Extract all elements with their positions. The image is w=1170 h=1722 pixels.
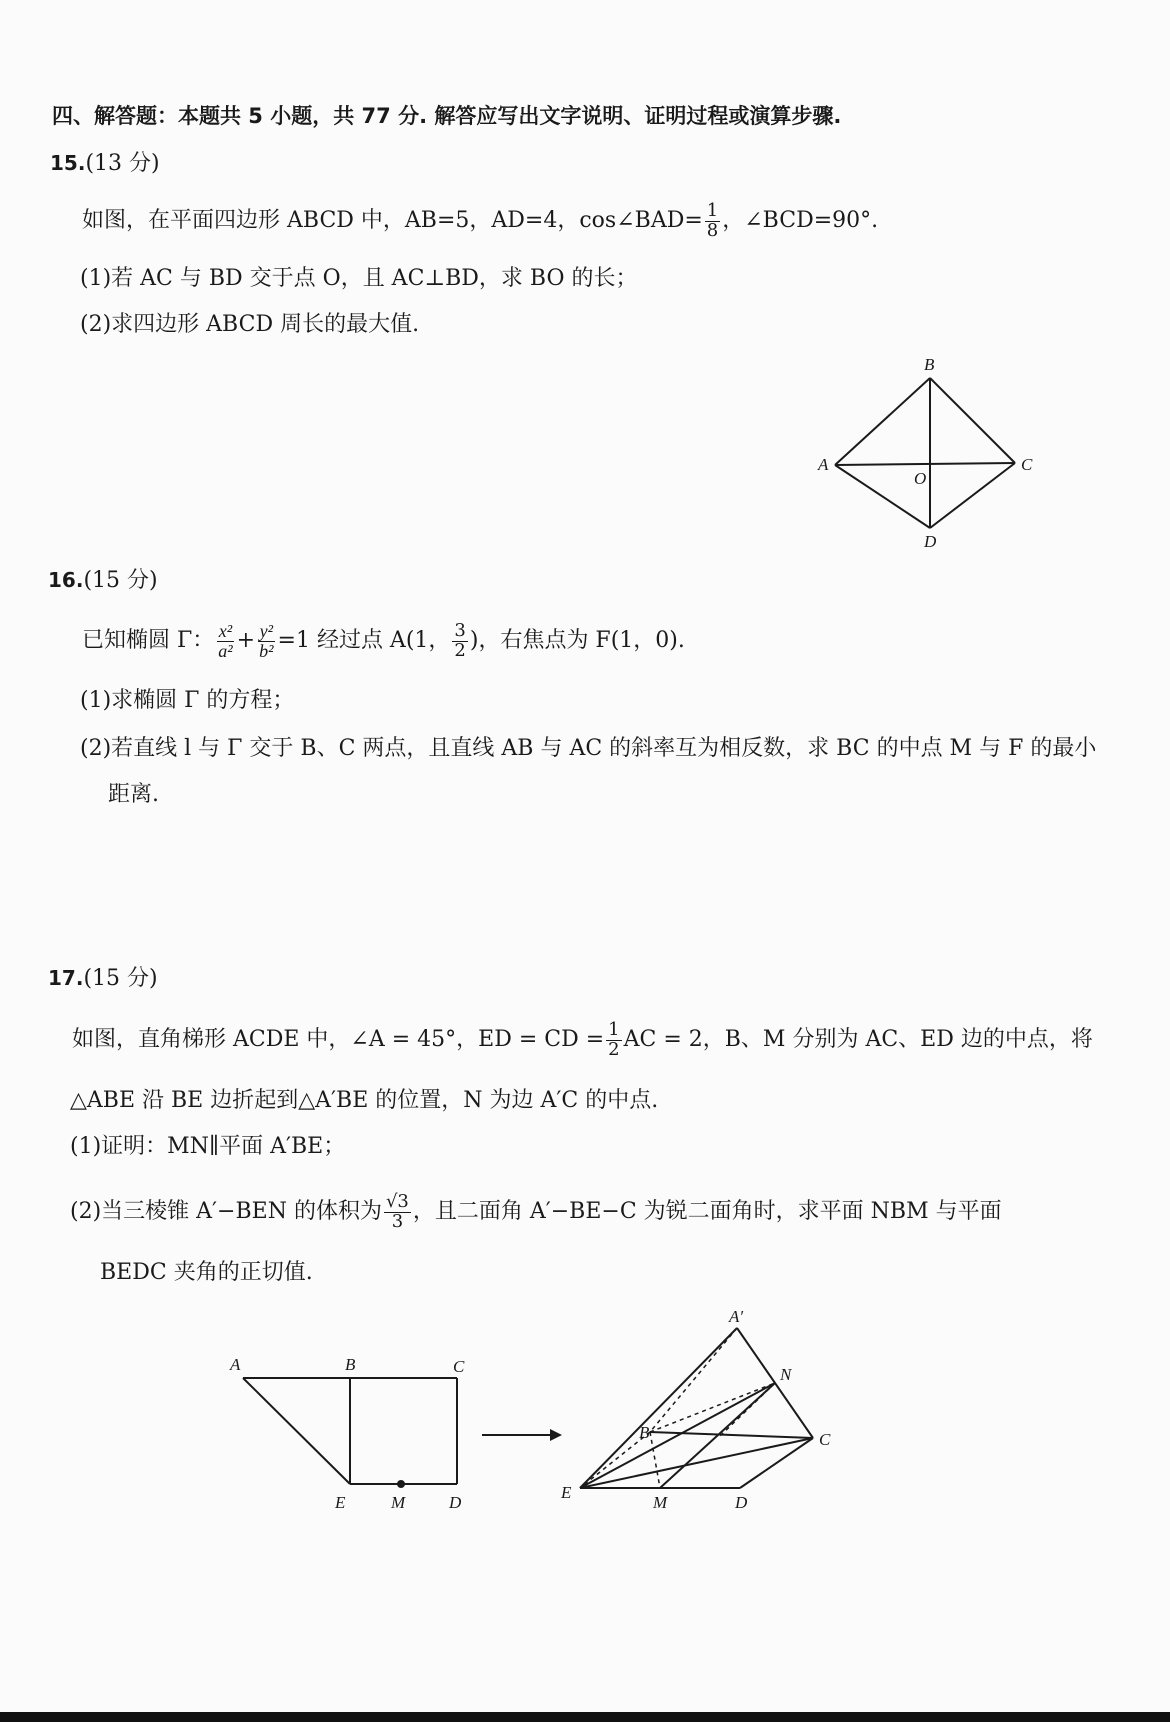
q17-fig2-label-e: E [561,1483,572,1502]
q17-fig1-label-e: E [335,1493,346,1512]
q17-fig2-label-n: N [780,1365,792,1384]
q17-fig2-label-c: C [819,1430,831,1449]
q15-diagonal-ac [835,463,1015,465]
q16-stem-b: =1 经过点 A(1， [277,628,451,653]
question-17-points: (15 分) [83,966,158,991]
q15-frac-num: 1 [706,199,719,221]
q15-edge-cd [930,463,1015,528]
q15-frac-den: 8 [706,219,719,241]
q16-point-fraction [452,619,467,661]
q15-quadrilateral-figure [800,350,1050,550]
q17-vol-den: 3 [391,1210,404,1232]
q17-fig1-label-d: D [449,1493,462,1512]
q15-stem-suffix: ，∠BCD=90°. [722,208,879,233]
q15-label-o: O [914,469,927,488]
q17-solid-dashed-bm [650,1432,660,1488]
section-header: 四、解答题：本题共 5 小题，共 77 分. 解答应写出文字说明、证明过程或演算步骤. [52,104,842,128]
question-17-part2-line1 [70,1186,1002,1238]
q15-edge-bc [930,378,1015,463]
q17-stem1-b: AC = 2，B、M 分别为 AC、ED 边的中点，将 [623,1027,1093,1052]
question-15-part1: (1)若 AC 与 BD 交于点 O，且 AC⊥BD，求 BO 的长； [80,266,638,291]
q17-fig1-label-a: A [230,1355,241,1374]
q15-cos-fraction [705,199,720,241]
q17-point-m [397,1480,405,1488]
q17-arrow-icon [480,1425,565,1445]
q17-fig2-label-d: D [735,1493,748,1512]
q17-half-num: 1 [608,1018,620,1040]
question-15-stem [82,198,878,244]
question-15-heading [50,153,160,175]
q17-solid-edge-ea1 [580,1328,737,1488]
question-17-stem-line2: △ABE 沿 BE 边折起到△A′BE 的位置，N 为边 A′C 的中点. [70,1088,659,1113]
q16-stem-a: 已知椭圆 Γ： [82,628,215,653]
q17-trapezoid-figure [225,1350,485,1525]
question-17-heading [48,968,158,990]
q17-fig1-label-b: B [345,1355,356,1374]
question-15-points: (13 分) [85,151,160,176]
q15-label-c: C [1021,455,1033,474]
question-16-part2-line2: 距离. [108,782,159,807]
question-16-points: (15 分) [83,568,158,593]
q16-plus: + [236,628,256,653]
q16-y-fraction [257,622,275,661]
q15-label-b: B [924,355,935,374]
q17-part2-b: ，且二面角 A′−BE−C 为锐二面角时，求平面 NBM 与平面 [412,1199,1002,1224]
q17-solid-dashed-a1b [650,1328,737,1432]
q16-x-den: a² [218,640,233,661]
q17-stem1-a: 如图，直角梯形 ACDE 中，∠A = 45°，ED = CD = [72,1027,605,1052]
q17-volume-fraction [384,1190,411,1232]
question-17-part2-line2: BEDC 夹角的正切值. [100,1260,313,1285]
q17-fig1-label-m: M [391,1493,406,1512]
question-15-part2: (2)求四边形 ABCD 周长的最大值. [80,312,420,337]
question-15-number: 15. [50,151,86,175]
q17-solid-dashed-bn [650,1383,775,1432]
q17-solid-dashed-nx [720,1383,775,1436]
q17-fig1-label-c: C [453,1357,465,1376]
q16-pt-num: 3 [454,619,466,641]
q17-fig2-label-m: M [653,1493,668,1512]
q15-label-d: D [924,532,937,551]
q16-x-fraction [216,622,234,661]
question-17-number: 17. [48,966,84,990]
q16-stem-c: )，右焦点为 F(1，0). [469,628,685,653]
q17-vol-num: √3 [385,1190,409,1212]
question-16-part1: (1)求椭圆 Γ 的方程； [80,688,295,713]
q17-fig2-label-b: B [639,1423,650,1442]
q15-stem-prefix: 如图，在平面四边形 ABCD 中，AB=5，AD=4，cos∠BAD= [82,208,703,233]
page-bottom-border [0,1712,1170,1722]
q16-y-num: y² [259,620,273,641]
q16-pt-den: 2 [454,639,466,661]
q16-x-num: x² [218,620,233,641]
q17-part2-a: (2)当三棱锥 A′−BEN 的体积为 [70,1199,382,1224]
q16-y-den: b² [259,640,274,661]
q17-edge-ea [243,1378,350,1484]
question-16-number: 16. [48,568,84,592]
q15-label-a: A [818,455,829,474]
question-16-stem [82,616,685,666]
question-17-stem-line1 [72,1016,1093,1064]
q17-half-den: 2 [608,1038,620,1060]
question-17-part1: (1)证明：MN∥平面 A′BE； [70,1134,346,1159]
q17-folded-solid-figure [555,1308,845,1530]
q17-half-fraction [606,1018,621,1060]
question-16-part2-line1: (2)若直线 l 与 Γ 交于 B、C 两点，且直线 AB 与 AC 的斜率互为相反数，求 BC 的中点 M 与 F 的最小 [80,736,1097,761]
q17-fig2-label-a1: A′ [729,1307,744,1326]
question-16-heading [48,570,158,592]
q15-edge-ab [835,378,930,465]
